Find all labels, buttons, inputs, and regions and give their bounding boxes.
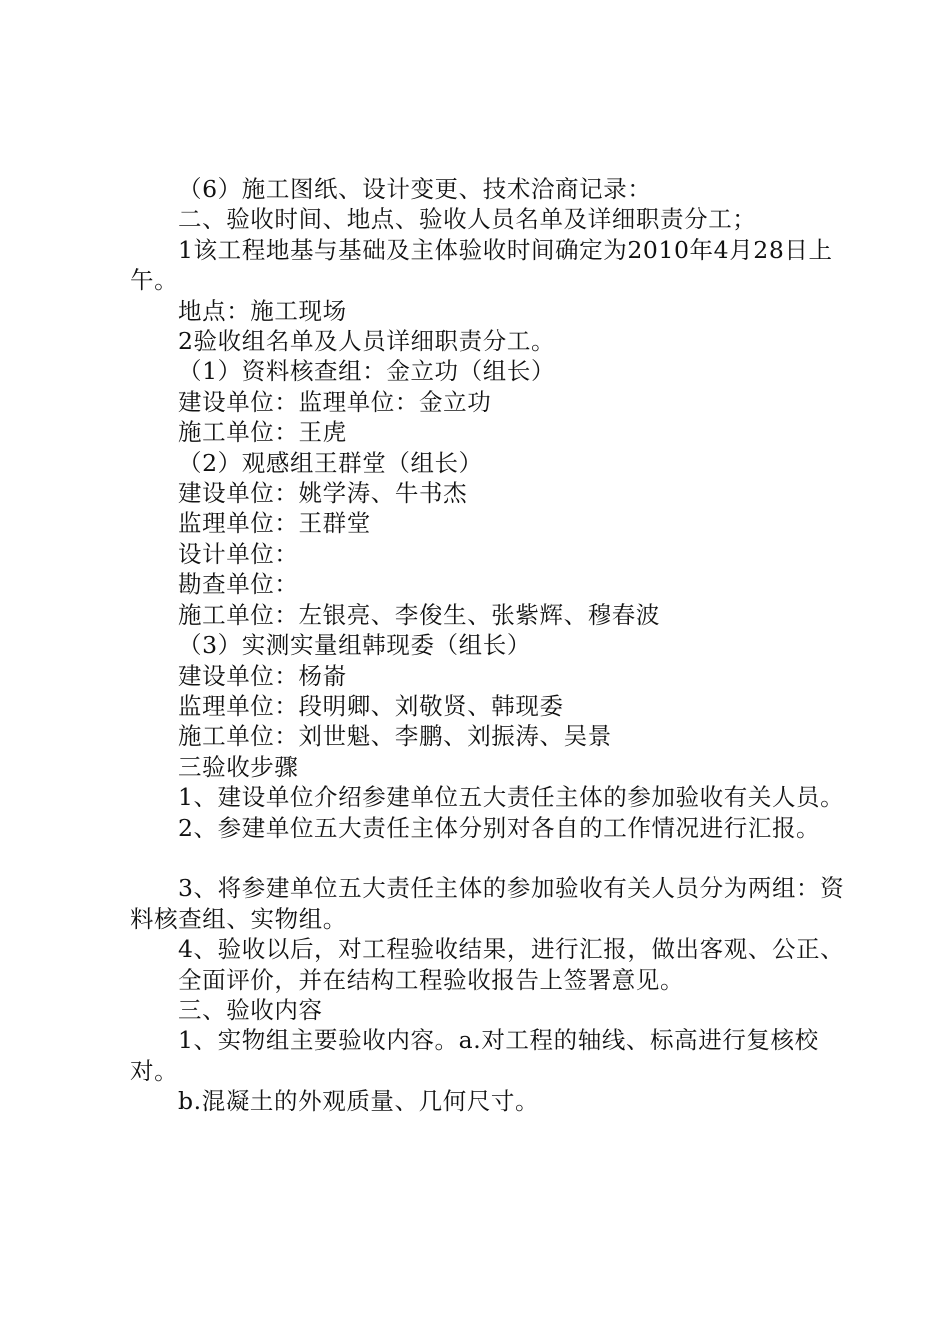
- paragraph-step-4-continued: 全面评价，并在结构工程验收报告上签署意见。: [178, 965, 685, 994]
- paragraph-visual-inspection-group: （2）观感组王群堂（组长）: [178, 448, 483, 477]
- paragraph-design-unit: 设计单位：: [178, 539, 299, 568]
- paragraph-construction-unit-3: 施工单位：刘世魁、李鹏、刘振涛、吴景: [178, 722, 612, 751]
- paragraph-location: 地点：施工现场: [178, 296, 347, 325]
- paragraph-step-1: 1、建设单位介绍参建单位五大责任主体的参加验收有关人员。: [178, 783, 845, 812]
- paragraph-acceptance-time: 1该工程地基与基础及主体验收时间确定为2010年4月28日上午。: [130, 235, 833, 295]
- paragraph-owner-supervisor-unit: 建设单位：监理单位：金立功: [178, 387, 492, 416]
- heading-acceptance-steps: 三验收步骤: [178, 752, 299, 781]
- paragraph-document-review-group: （1）资料核查组：金立功（组长）: [178, 357, 556, 386]
- paragraph-group-list-intro: 2验收组名单及人员详细职责分工。: [178, 327, 556, 356]
- paragraph-content-b: b.混凝土的外观质量、几何尺寸。: [178, 1087, 540, 1116]
- heading-time-place-personnel: 二、验收时间、地点、验收人员名单及详细职责分工；: [178, 205, 757, 234]
- heading-acceptance-content: 三、验收内容: [178, 995, 323, 1024]
- paragraph-construction-drawings: （6）施工图纸、设计变更、技术洽商记录：: [178, 175, 652, 203]
- paragraph-content-1: 1、实物组主要验收内容。a.对工程的轴线、标高进行复核校对。: [130, 1026, 819, 1085]
- paragraph-step-2: 2、参建单位五大责任主体分别对各自的工作情况进行汇报。: [178, 813, 821, 842]
- paragraph-construction-unit-1: 施工单位：王虎: [178, 418, 347, 447]
- paragraph-supervisor-unit-3: 监理单位：段明卿、刘敬贤、韩现委: [178, 691, 564, 720]
- paragraph-step-3: 3、将参建单位五大责任主体的参加验收有关人员分为两组：资料核查组、实物组。: [130, 874, 845, 933]
- document-body: [130, 174, 850, 1117]
- paragraph-step-4: 4、验收以后，对工程验收结果，进行汇报，做出客观、公正、: [178, 935, 845, 964]
- paragraph-construction-unit-2: 施工单位：左银亮、李俊生、张紫辉、穆春波: [178, 600, 660, 629]
- paragraph-supervisor-unit-2: 监理单位：王群堂: [178, 509, 371, 538]
- paragraph-owner-unit-2: 建设单位：姚学涛、牛书杰: [178, 479, 468, 508]
- paragraph-measurement-group: （3）实测实量组韩现委（组长）: [178, 631, 531, 660]
- paragraph-owner-unit-3: 建设单位：杨嵛: [178, 661, 347, 690]
- paragraph-survey-unit: 勘查单位：: [178, 570, 299, 599]
- blank-line: [130, 843, 850, 873]
